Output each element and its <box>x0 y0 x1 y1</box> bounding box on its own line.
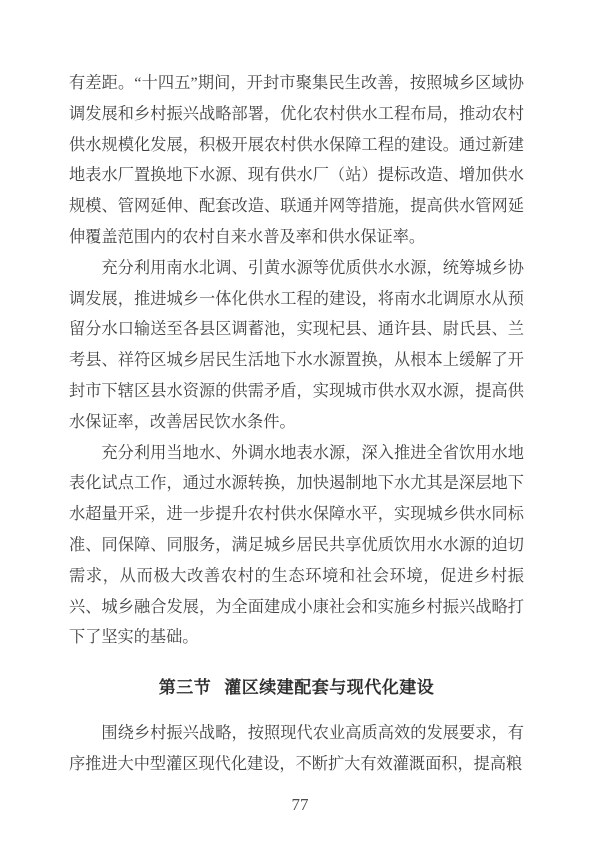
body-paragraph: 有差距。“十四五”期间，开封市聚集民生改善，按照城乡区域协调发展和乡村振兴战略部署，优化农村供水工程布局，推动农村供水规模化发展，积极开展农村供水保障工程的建设。通过新建地表水厂置换地下水源、现有供水厂（站）提标改造、增加供水规模、管网延伸、配套改造、联通并网等措施，提高供水管网延伸覆盖范围内的农村自来水普及率和供水保证率。 <box>69 74 524 246</box>
body-paragraph: 充分利用南水北调、引黄水源等优质供水水源，统筹城乡协调发展，推进城乡一体化供水工程的建设，将南水北调原水从预留分水口输送至各县区调蓄池，实现杞县、通许县、尉氏县、兰考县、祥符区城乡居民生活地下水水源置换，从根本上缓解了开封市下辖区县水资源的供需矛盾，实现城市供水双水源，提高供水保证率，改善居民饮水条件。 <box>69 258 524 431</box>
page-number: 77 <box>291 795 309 814</box>
body-paragraph: 充分利用当地水、外调水地表水源，深入推进全省饮用水地表化试点工作，通过水源转换，加快遏制地下水尤其是深层地下水超量开采，进一步提升农村供水保障水平，实现城乡供水同标准、同保障、同服务，满足城乡居民共享优质饮用水水源的迫切需求，从而极大改善农村的生态环境和社会环境，促进乡村振兴、城乡融合发展，为全面建成小康社会和实施乡村振兴战略打下了坚实的基础。 <box>69 443 524 647</box>
section-heading-label: 第三节 <box>158 678 212 698</box>
text-block <box>69 68 524 780</box>
section-heading <box>69 673 524 703</box>
body-paragraph: 围绕乡村振兴战略，按照现代农业高质高效的发展要求，有序推进大中型灌区现代化建设，不断扩大有效灌溉面积，提高粮 <box>69 724 524 773</box>
section-heading-title: 灌区续建配套与现代化建设 <box>224 678 435 698</box>
